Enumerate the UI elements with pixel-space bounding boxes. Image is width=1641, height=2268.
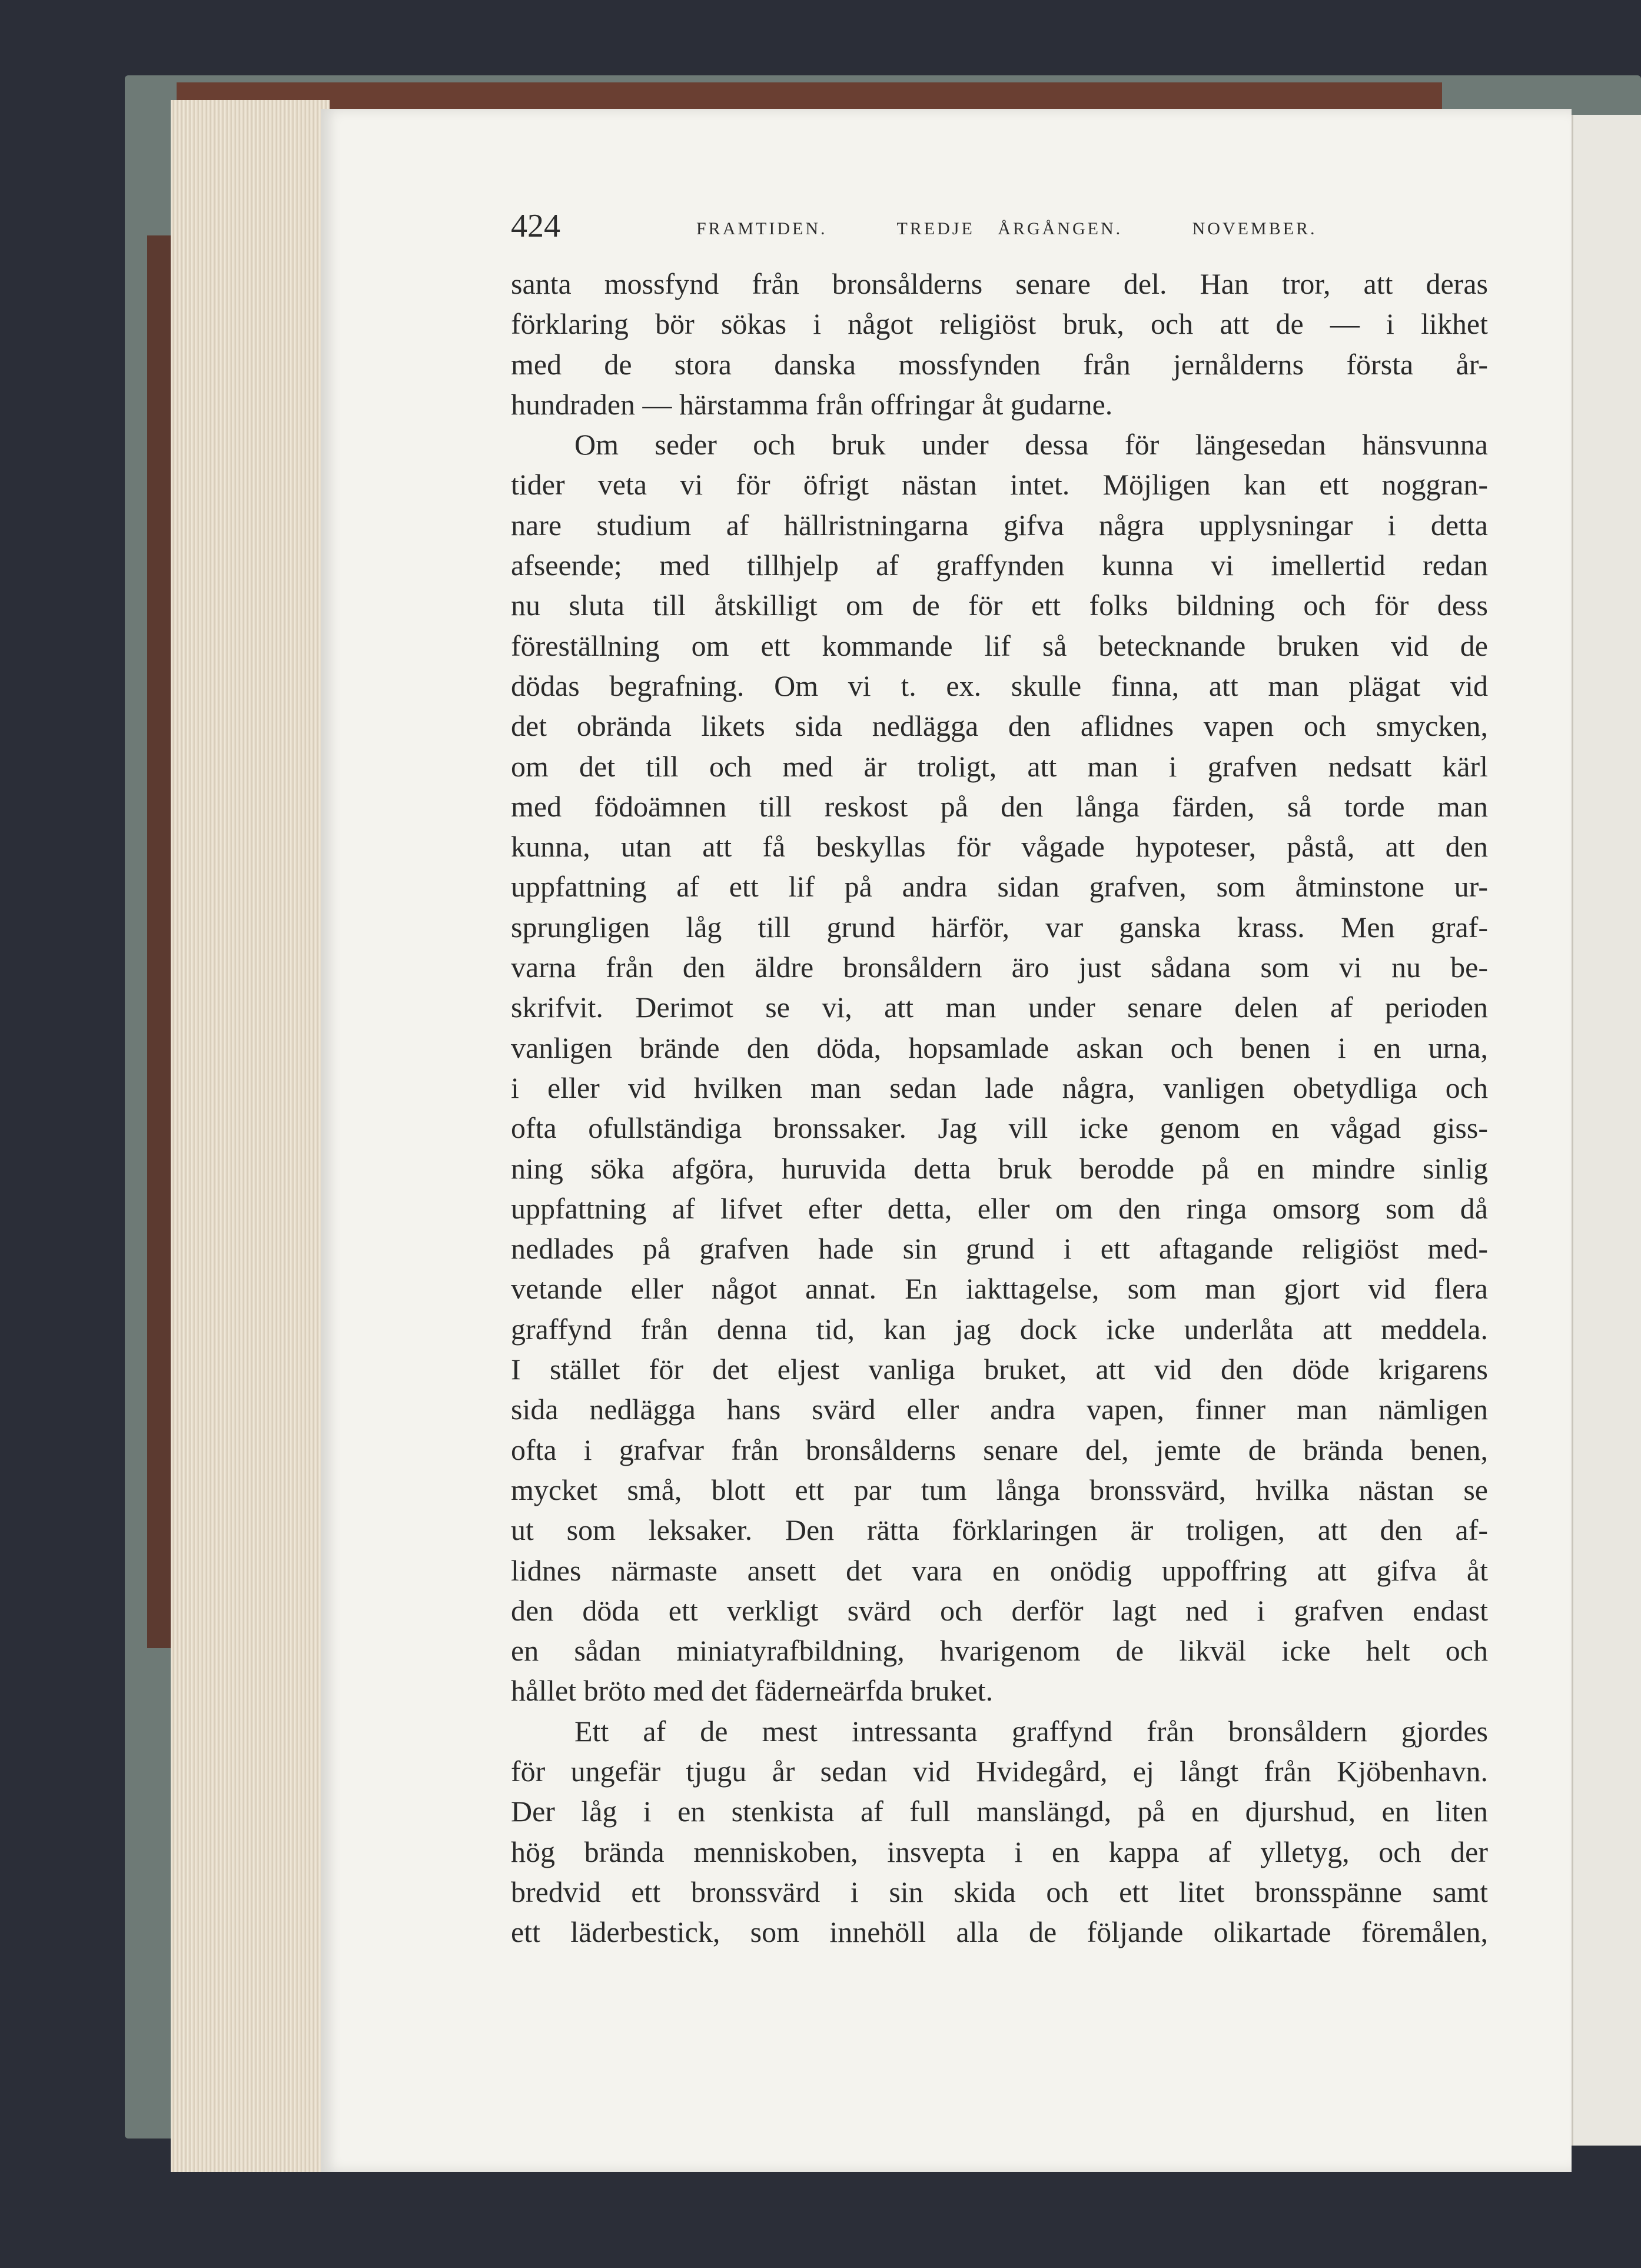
facing-page-edge [1572,115,1641,2146]
text-line: det obrända likets sida nedlägga den aflidnes vapen och smycken, [511,709,1488,743]
text-line: uppfattning af lifvet efter detta, eller om den ringa omsorg som då [511,1191,1488,1225]
page-edges [171,100,330,2172]
text-line: vanligen brände den döda, hopsamlade askan och benen i en urna, [511,1031,1488,1064]
text-line: med födoämnen till reskost på den långa färden, så torde man [511,789,1488,823]
cover-top-band [177,82,1442,111]
text-line: förklaring bör sökas i något religiöst bruk, och att de — i likhet [511,307,1488,341]
text-line: bredvid ett bronssvärd i sin skida och ett litet bronsspänne samt [511,1875,1488,1908]
text-line: om det till och med är troligt, att man i grafven nedsatt kärl [511,749,1488,783]
text-line: hundraden — härstamma från offringar åt gudarne. [511,387,1113,421]
text-line: varna från den äldre bronsåldern äro just sådana som vi nu be- [511,951,1488,984]
text-line: santa mossfynd från bronsålderns senare del. Han tror, att deras [511,267,1488,300]
text-line: ett läderbestick, som innehöll alla de följande olikartade föremålen, [511,1915,1488,1949]
page-header [511,207,1512,254]
text-line: vetande eller något annat. En iakttagelse, som man gjort vid flera [511,1272,1488,1306]
text-line: en sådan miniatyrafbildning, hvarigenom de likväl icke helt och [511,1634,1488,1668]
text-line: Der låg i en stenkista af full manslängd, på en djurshud, en liten [511,1795,1488,1828]
text-line: i eller vid hvilken man sedan lade några, vanligen obetydliga och [511,1071,1488,1104]
text-line: mycket små, blott ett par tum långa bronssvärd, hvilka nästan se [511,1473,1488,1506]
text-line: med de stora danska mossfynden från jernålderns första år- [511,347,1488,381]
text-line: nedlades på grafven hade sin grund i ett aftagande religiöst med- [511,1232,1488,1266]
text-line: afseende; med tillhjelp af graffynden kunna vi imellertid redan [511,549,1488,582]
text-line: ning söka afgöra, huruvida detta bruk berodde på en mindre sinlig [511,1151,1488,1185]
text-line: kunna, utan att få beskyllas för vågade hypoteser, påstå, att den [511,830,1488,864]
text-line: sida nedlägga hans svärd eller andra vapen, finner man nämligen [511,1393,1488,1426]
body-text [511,264,1488,1952]
text-line: sprungligen låg till grund härför, var ganska krass. Men graf- [511,910,1488,944]
text-line: ut som leksaker. Den rätta förklaringen är troligen, att den af- [511,1513,1488,1547]
text-line: för ungefär tjugu år sedan vid Hvidegård, ej långt från Kjöbenhavn. [511,1754,1488,1788]
text-line: nu sluta till åtskilligt om de för ett folks bildning och för dess [511,589,1488,622]
text-line: skrifvit. Derimot se vi, att man under senare delen af perioden [511,991,1488,1024]
text-line: den döda ett verkligt svärd och derför lagt ned i grafven endast [511,1593,1488,1627]
text-line: lidnes närmaste ansett det vara en onödig uppoffring att gifva åt [511,1553,1488,1587]
text-line: tider veta vi för öfrigt nästan intet. Möjligen kan ett noggran- [511,468,1488,502]
text-line: graffynd från denna tid, kan jag dock icke underlåta att meddela. [511,1312,1488,1346]
text-line: hållet bröto med det fäderneärfda bruket. [511,1674,994,1708]
running-head: FRAMTIDEN. TREDJE ÅRGÅNGEN. NOVEMBER. [696,219,1317,238]
text-line: Om seder och bruk under dessa för längesedan hänsvunna [574,428,1488,461]
text-line: ofta ofullständiga bronssaker. Jag vill icke genom en vågad giss- [511,1111,1488,1145]
text-line: nare studium af hällristningarna gifva några upplysningar i detta [511,508,1488,542]
text-line: uppfattning af ett lif på andra sidan grafven, som åtminstone ur- [511,870,1488,904]
text-line: hög brända menniskoben, insvepta i en kappa af ylletyg, och der [511,1835,1488,1868]
text-line: I stället för det eljest vanliga bruket, att vid den döde krigarens [511,1353,1488,1386]
page-number: 424 [511,208,560,244]
text-line: dödas begrafning. Om vi t. ex. skulle finna, att man plägat vid [511,669,1488,702]
text-line: föreställning om ett kommande lif så betecknande bruken vid de [511,629,1488,662]
text-line: Ett af de mest intressanta graffynd från bronsåldern gjordes [574,1714,1488,1748]
text-line: ofta i grafvar från bronsålderns senare del, jemte de brända benen, [511,1433,1488,1466]
